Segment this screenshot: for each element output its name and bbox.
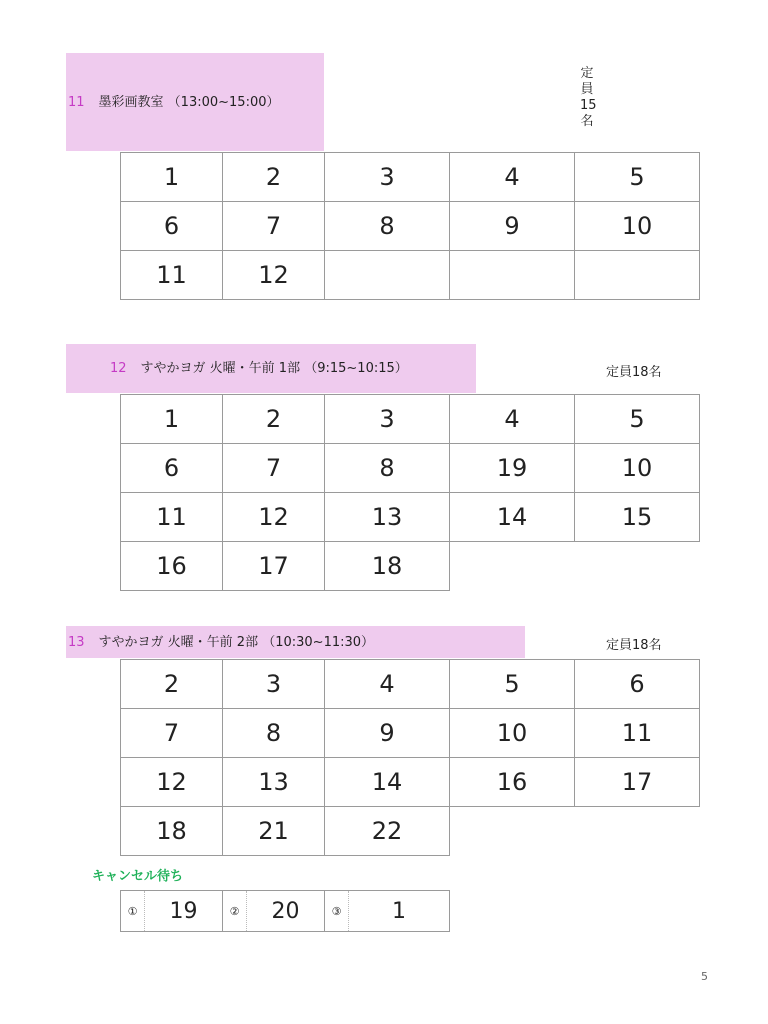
capacity-char: 15 bbox=[580, 98, 597, 113]
table-row bbox=[121, 709, 700, 758]
section-title: すやかヨガ 火曜・午前 1部 （9:15~10:15） bbox=[140, 361, 408, 376]
table-cell: 9 bbox=[325, 709, 450, 758]
table-cell: 13 bbox=[325, 493, 450, 542]
waitlist-mark: ③ bbox=[325, 891, 349, 932]
section-11-table bbox=[120, 152, 700, 300]
table-cell: 13 bbox=[223, 758, 325, 807]
waitlist-mark: ② bbox=[223, 891, 247, 932]
section-11-banner bbox=[66, 53, 324, 151]
table-cell: 7 bbox=[121, 709, 223, 758]
empty-cell bbox=[450, 807, 575, 856]
table-cell: 2 bbox=[223, 153, 325, 202]
section-number: 13 bbox=[68, 634, 85, 650]
section-13-banner bbox=[66, 626, 525, 658]
capacity-label: 定員18名 bbox=[606, 365, 662, 380]
table-row bbox=[121, 542, 700, 591]
table-cell: 3 bbox=[325, 395, 450, 444]
table-cell: 7 bbox=[223, 444, 325, 493]
capacity-char: 定 bbox=[580, 66, 594, 81]
empty-cell bbox=[450, 542, 575, 591]
empty-cell bbox=[575, 807, 700, 856]
table-cell: 18 bbox=[325, 542, 450, 591]
table-row bbox=[121, 660, 700, 709]
table-row bbox=[121, 807, 700, 856]
table-cell: 7 bbox=[223, 202, 325, 251]
table-cell: 10 bbox=[450, 709, 575, 758]
table-cell: 9 bbox=[450, 202, 575, 251]
table-row bbox=[121, 251, 700, 300]
table-cell: 10 bbox=[575, 202, 700, 251]
page-number: 5 bbox=[701, 970, 708, 983]
waitlist-value: 20 bbox=[247, 891, 325, 932]
capacity-char: 員 bbox=[580, 82, 594, 97]
section-13-table bbox=[120, 659, 700, 856]
waitlist-mark: ① bbox=[121, 891, 145, 932]
table-cell: 14 bbox=[325, 758, 450, 807]
table-cell: 17 bbox=[575, 758, 700, 807]
table-cell: 6 bbox=[121, 444, 223, 493]
section-number: 12 bbox=[110, 361, 127, 376]
table-cell: 12 bbox=[223, 251, 325, 300]
capacity-char: 名 bbox=[580, 114, 594, 129]
section-number: 11 bbox=[68, 94, 85, 110]
table-cell: 6 bbox=[575, 660, 700, 709]
table-cell: 17 bbox=[223, 542, 325, 591]
table-cell: 18 bbox=[121, 807, 223, 856]
table-row bbox=[121, 153, 700, 202]
table-cell: 4 bbox=[325, 660, 450, 709]
table-row bbox=[121, 444, 700, 493]
waitlist-value: 19 bbox=[145, 891, 223, 932]
table-row bbox=[121, 758, 700, 807]
section-title: 墨彩画教室 （13:00~15:00） bbox=[98, 94, 280, 110]
waitlist-value: 1 bbox=[349, 891, 450, 932]
table-row bbox=[121, 395, 700, 444]
table-cell: 16 bbox=[450, 758, 575, 807]
table-cell: 5 bbox=[575, 395, 700, 444]
capacity-label: 定員18名 bbox=[606, 638, 662, 653]
table-cell: 12 bbox=[223, 493, 325, 542]
table-cell: 5 bbox=[575, 153, 700, 202]
table-row bbox=[121, 493, 700, 542]
table-cell: 1 bbox=[121, 395, 223, 444]
table-cell bbox=[325, 251, 450, 300]
table-cell: 19 bbox=[450, 444, 575, 493]
capacity-label bbox=[580, 66, 597, 130]
table-cell: 22 bbox=[325, 807, 450, 856]
table-cell: 2 bbox=[223, 395, 325, 444]
table-cell: 12 bbox=[121, 758, 223, 807]
table-cell: 4 bbox=[450, 395, 575, 444]
table-cell: 8 bbox=[325, 202, 450, 251]
table-cell: 11 bbox=[575, 709, 700, 758]
table-cell bbox=[575, 251, 700, 300]
section-12-banner bbox=[66, 344, 476, 393]
table-row bbox=[121, 202, 700, 251]
table-cell: 4 bbox=[450, 153, 575, 202]
table-cell: 14 bbox=[450, 493, 575, 542]
section-title: すやかヨガ 火曜・午前 2部 （10:30~11:30） bbox=[98, 634, 375, 650]
waitlist-table bbox=[120, 890, 450, 932]
table-cell: 16 bbox=[121, 542, 223, 591]
table-cell: 6 bbox=[121, 202, 223, 251]
table-cell: 11 bbox=[121, 493, 223, 542]
empty-cell bbox=[575, 542, 700, 591]
table-row bbox=[121, 891, 450, 932]
table-cell: 1 bbox=[121, 153, 223, 202]
table-cell: 11 bbox=[121, 251, 223, 300]
section-12-table bbox=[120, 394, 700, 591]
table-cell: 10 bbox=[575, 444, 700, 493]
table-cell: 3 bbox=[325, 153, 450, 202]
table-cell: 21 bbox=[223, 807, 325, 856]
table-cell: 8 bbox=[223, 709, 325, 758]
table-cell bbox=[450, 251, 575, 300]
waitlist-label: キャンセル待ち bbox=[92, 869, 184, 884]
table-cell: 2 bbox=[121, 660, 223, 709]
table-cell: 5 bbox=[450, 660, 575, 709]
table-cell: 8 bbox=[325, 444, 450, 493]
table-cell: 15 bbox=[575, 493, 700, 542]
table-cell: 3 bbox=[223, 660, 325, 709]
